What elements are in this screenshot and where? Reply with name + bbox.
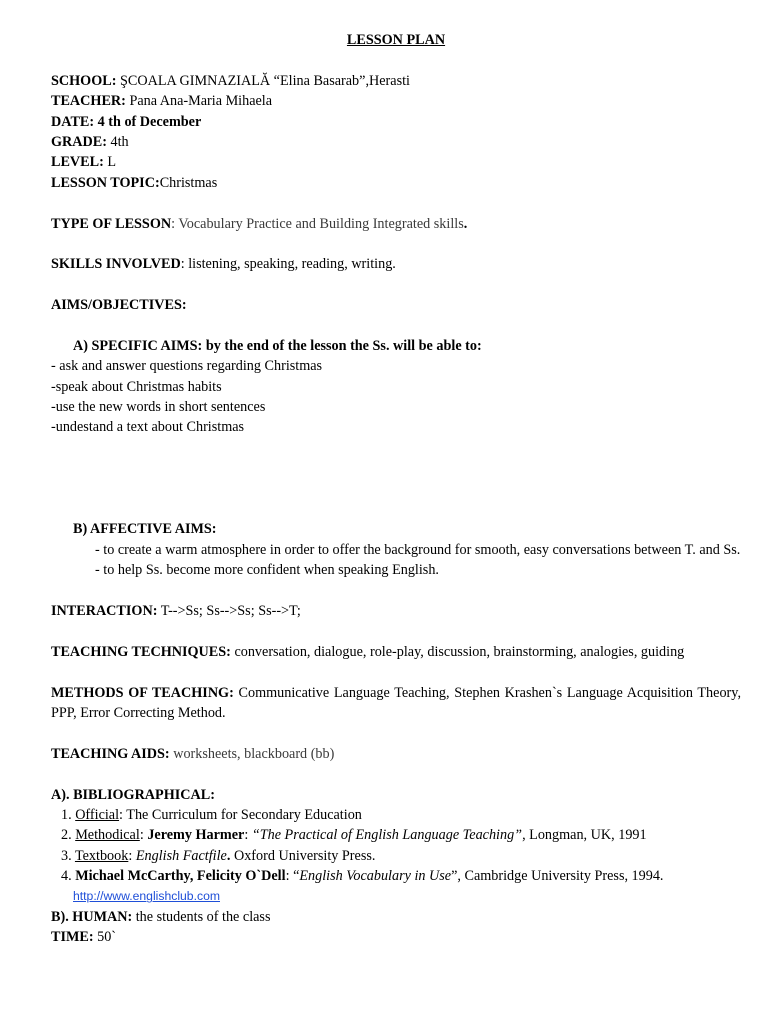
interaction-value: T-->Ss; Ss-->Ss; Ss-->T;	[157, 602, 301, 619]
date-label: DATE:	[51, 113, 95, 130]
specific-aim-item: -use the new words in short sentences	[51, 399, 266, 416]
school-label: SCHOOL:	[51, 72, 117, 89]
time-value: 50`	[93, 929, 117, 946]
teacher-label: TEACHER:	[51, 93, 126, 110]
bibliography-item-1: 1. Official: The Curriculum for Secondary Education	[61, 806, 362, 823]
skills-value: : listening, speaking, reading, writing.	[180, 256, 396, 273]
methods-line	[51, 683, 741, 724]
affective-aim-item-2: - to help Ss. become more confident when speaking English.	[95, 562, 439, 579]
englishclub-link[interactable]: http://www.englishclub.com	[73, 889, 220, 904]
specific-aim-item: -undestand a text about Christmas	[51, 419, 245, 436]
affective-aims-heading: B) AFFECTIVE AIMS:	[73, 521, 217, 538]
interaction-line	[51, 601, 741, 621]
type-of-lesson-value: : Vocabulary Practice and Building Integrated skills	[171, 215, 464, 232]
date-line	[51, 112, 741, 132]
skills-line	[51, 254, 741, 274]
lesson-topic-label: LESSON TOPIC:	[51, 174, 160, 191]
time-line	[51, 927, 741, 947]
bibliography-item-4: 4. Michael McCarthy, Felicity O`Dell: “English Vocabulary in Use”, Cambridge University Press, 1994.	[61, 868, 664, 885]
bibliography-item-3: 3. Textbook: English Factfile. Oxford University Press.	[61, 847, 376, 864]
date-value: 4 th of December	[97, 113, 202, 130]
lesson-topic-line	[51, 173, 741, 193]
aids-value: worksheets, blackboard (bb)	[169, 745, 335, 762]
aids-line	[51, 744, 741, 764]
methods-value: Communicative Language Teaching, Stephen Krashen`s Language Acquisition Theory, PPP, Error Correcting Method.	[51, 684, 741, 721]
type-of-lesson-label: TYPE OF LESSON	[51, 215, 172, 232]
school-line	[51, 71, 741, 91]
specific-aim-item: -speak about Christmas habits	[51, 378, 222, 395]
human-label: B). HUMAN:	[51, 908, 133, 925]
type-of-lesson-line	[51, 214, 741, 234]
level-line	[51, 152, 741, 172]
grade-line	[51, 132, 741, 152]
type-of-lesson-end: .	[463, 215, 468, 232]
affective-aim-item-1: - to create a warm atmosphere in order to offer the background for smooth, easy conversations between T. and Ss.	[95, 541, 741, 558]
document-title: LESSON PLAN	[346, 32, 446, 48]
lesson-topic-value: Christmas	[159, 174, 218, 191]
teacher-line	[51, 91, 741, 111]
teacher-value: Pana Ana-Maria Mihaela	[129, 93, 273, 110]
human-line	[51, 907, 741, 927]
specific-aim-item: - ask and answer questions regarding Christmas	[51, 358, 323, 375]
techniques-line	[51, 642, 741, 662]
level-value: L	[107, 154, 117, 171]
aids-label: TEACHING AIDS:	[51, 745, 170, 762]
techniques-value: conversation, dialogue, role-play, discussion, brainstorming, analogies, guiding	[230, 643, 685, 660]
time-label: TIME:	[51, 929, 94, 946]
interaction-label: INTERACTION:	[51, 602, 158, 619]
document-page	[51, 30, 741, 948]
bibliography-item-2: 2. Methodical: Jeremy Harmer: “The Practical of English Language Teaching”, Longman, UK, 1991	[61, 827, 647, 844]
school-value: ŞCOALA GIMNAZIALĂ “Elina Basarab”,Herasti	[119, 72, 410, 89]
aims-heading: AIMS/OBJECTIVES:	[51, 297, 187, 314]
level-label: LEVEL:	[51, 154, 104, 171]
bibliographical-heading: A). BIBLIOGRAPHICAL:	[51, 786, 215, 803]
skills-label: SKILLS INVOLVED	[51, 256, 181, 273]
grade-value: 4th	[110, 133, 129, 150]
techniques-label: TEACHING TECHNIQUES:	[51, 643, 231, 660]
specific-aims-heading: A) SPECIFIC AIMS: by the end of the lesson the Ss. will be able to:	[73, 337, 482, 354]
methods-label: METHODS OF TEACHING:	[51, 684, 234, 701]
human-value: the students of the class	[132, 908, 271, 925]
grade-label: GRADE:	[51, 133, 107, 150]
